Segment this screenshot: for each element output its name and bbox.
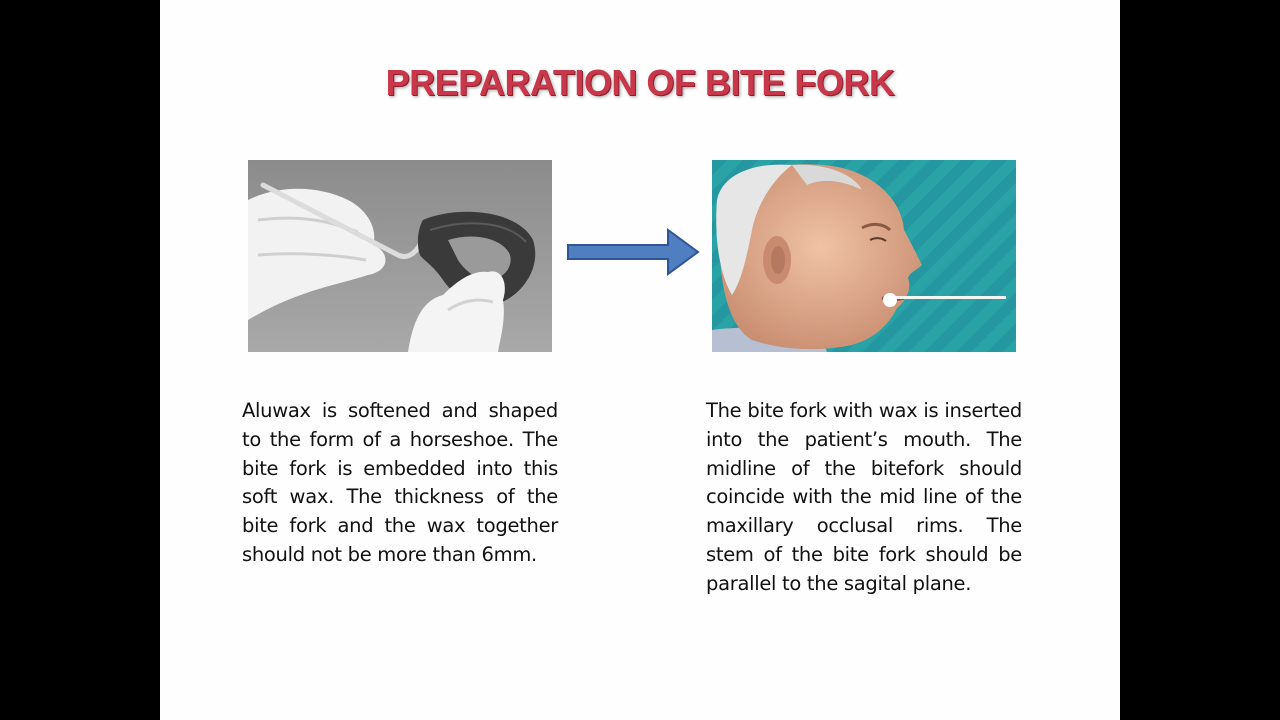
right-arrow-icon [566, 228, 700, 276]
slide [160, 0, 1120, 720]
wax-horseshoe-photo [248, 160, 552, 352]
patient-with-bite-fork-photo [712, 160, 1016, 352]
left-description: Aluwax is softened and shaped to the form of a horseshoe. The bite fork is embedded into this soft wax. The thickness of the bite fork and the wax together should not be more than 6mm. [242, 399, 558, 566]
slide-title: PREPARATION OF BITE FORK [385, 62, 895, 103]
right-description: The bite fork with wax is inserted into the patient’s mouth. The midline of the bitefork should coincide with the mid line of the maxillary occlusal rims. The stem of the bite fork should be parallel to the sagital plane. [706, 399, 1022, 595]
